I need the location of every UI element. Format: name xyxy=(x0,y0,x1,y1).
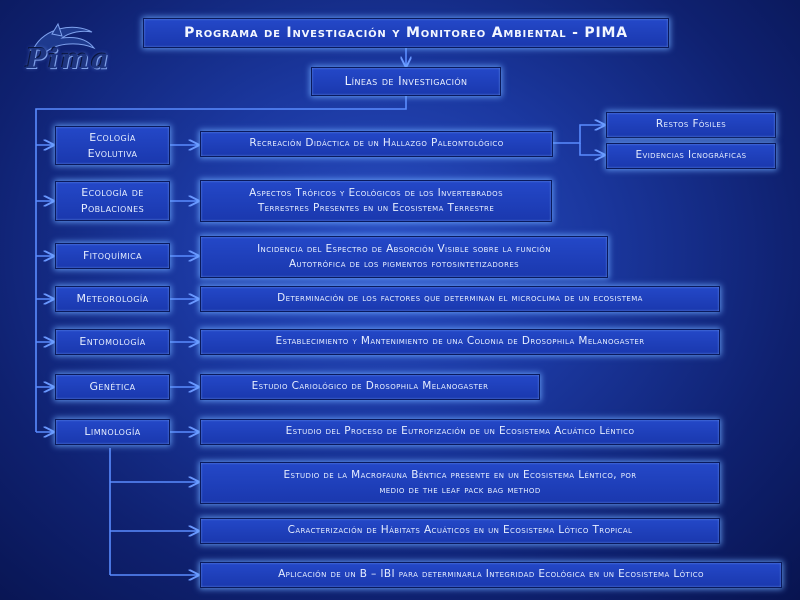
project-paleontologico: Recreación Didáctica de un Hallazgo Paleontológico xyxy=(200,131,553,157)
section-heading: Líneas de Investigación xyxy=(311,67,501,96)
project-microclima: Determinación de los factores que determinan el microclima de un ecosistema xyxy=(200,286,720,312)
category-ecologia-poblaciones: Ecología de Poblaciones xyxy=(55,181,170,221)
project-invertebrados: Aspectos Tróficos y Ecológicos de los Invertebrados Terrestres Presentes en un Ecosistema Terrestre xyxy=(200,180,552,222)
project-habitats: Caracterización de Hábitats Acuáticos en un Ecosistema Lótico Tropical xyxy=(200,518,720,544)
project-eutrofizacion: Estudio del Proceso de Eutrofización de un Ecosistema Acuático Léntico xyxy=(200,419,720,445)
project-ibi: Aplicación de un B – IBI para determinarla Integridad Ecológica en un Ecosistema Lótico xyxy=(200,562,782,588)
category-meteorologia: Meteorología xyxy=(55,286,170,312)
subtopic-evidencias-icnograficas: Evidencias Icnográficas xyxy=(606,143,776,169)
project-cariologico: Estudio Cariológico de Drosophila Melanogaster xyxy=(200,374,540,400)
category-ecologia-evolutiva: Ecología Evolutiva xyxy=(55,126,170,165)
page-title: Programa de Investigación y Monitoreo Ambiental - PIMA xyxy=(143,18,669,48)
category-fitoquimica: Fitoquímica xyxy=(55,243,170,269)
logo-text: Pima xyxy=(26,44,111,75)
project-drosophila-colonia: Establecimiento y Mantenimiento de una Colonia de Drosophila Melanogaster xyxy=(200,329,720,355)
category-limnologia: Limnología xyxy=(55,419,170,445)
project-macrofauna: Estudio de la Macrofauna Béntica presente en un Ecosistema Léntico, por medio de the leaf pack bag method xyxy=(200,462,720,504)
subtopic-restos-fosiles: Restos Fósiles xyxy=(606,112,776,138)
category-entomologia: Entomología xyxy=(55,329,170,355)
category-genetica: Genética xyxy=(55,374,170,400)
project-espectro-absorcion: Incidencia del Espectro de Absorción Visible sobre la función Autotrófica de los pigmentos fotosintetizadores xyxy=(200,236,608,278)
